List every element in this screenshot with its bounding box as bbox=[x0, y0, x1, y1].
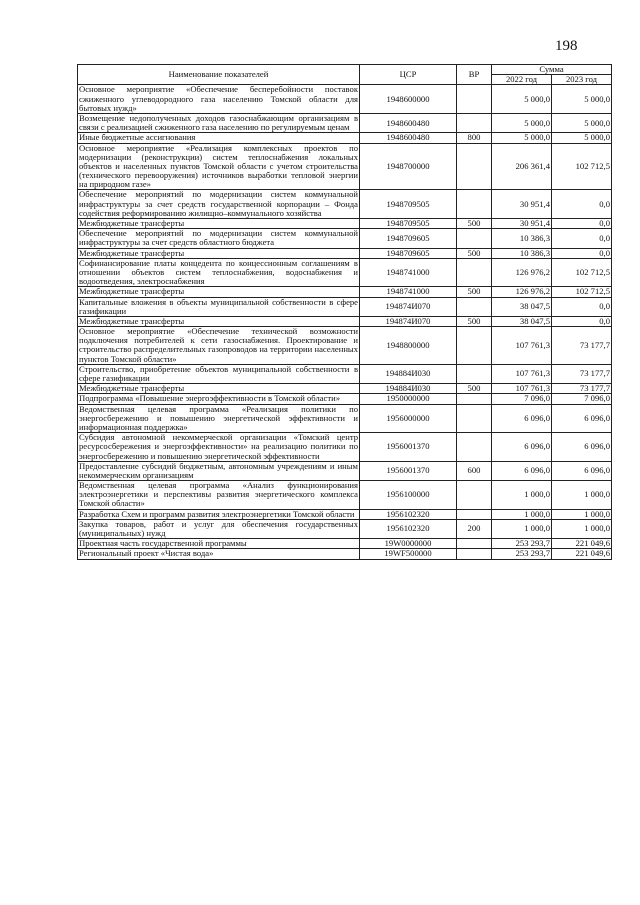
row-code: 1948709505 bbox=[360, 190, 457, 219]
row-vr bbox=[457, 190, 492, 219]
row-sum-2023: 1 000,0 bbox=[552, 509, 612, 519]
row-vr: 800 bbox=[457, 133, 492, 143]
row-vr bbox=[457, 143, 492, 190]
row-sum-2022: 6 096,0 bbox=[492, 404, 552, 433]
row-vr bbox=[457, 327, 492, 365]
row-vr bbox=[457, 539, 492, 549]
table-row bbox=[78, 364, 612, 383]
row-code: 194874И070 bbox=[360, 297, 457, 316]
row-name: Основное мероприятие «Обеспечение бесперебойности поставок сжиженного углеводородного газа населению Томской области для бытовых нужд» bbox=[79, 84, 358, 113]
header-sum: Сумма bbox=[492, 65, 612, 75]
row-sum-2023: 5 000,0 bbox=[552, 85, 612, 114]
row-sum-2022: 107 761,3 bbox=[492, 364, 552, 383]
row-code: 1948600480 bbox=[360, 133, 457, 143]
table-row bbox=[78, 481, 612, 510]
row-sum-2022: 38 047,5 bbox=[492, 297, 552, 316]
row-code: 1948709505 bbox=[360, 219, 457, 229]
row-sum-2022: 253 293,7 bbox=[492, 549, 552, 559]
table-row bbox=[78, 316, 612, 326]
row-vr bbox=[457, 394, 492, 404]
row-sum-2022: 6 096,0 bbox=[492, 461, 552, 480]
row-sum-2023: 102 712,5 bbox=[552, 143, 612, 190]
row-name: Ведомственная целевая программа «Реализация политики по энергосбережению и повышению энергетической эффективности и информационная поддержка» bbox=[79, 403, 358, 432]
row-code: 194874И070 bbox=[360, 316, 457, 326]
row-sum-2023: 221 049,6 bbox=[552, 549, 612, 559]
row-vr bbox=[457, 258, 492, 287]
table-row bbox=[78, 219, 612, 229]
row-sum-2023: 73 177,7 bbox=[552, 384, 612, 394]
row-name: Строительство, приобретение объектов муниципальной собственности в сфере газификации bbox=[79, 363, 358, 383]
row-sum-2023: 1 000,0 bbox=[552, 481, 612, 510]
header-name: Наименование показателей bbox=[78, 65, 360, 85]
row-name: Межбюджетные трансферты bbox=[78, 287, 360, 297]
row-vr bbox=[457, 364, 492, 383]
row-sum-2023: 73 177,7 bbox=[552, 327, 612, 365]
row-name: Закупка товаров, работ и услуг для обеспечения государственных (муниципальных) нужд bbox=[79, 518, 358, 538]
row-code: 19W0000000 bbox=[360, 539, 457, 549]
row-name: Основное мероприятие «Обеспечение технической возможности подключения потребителей к сети газоснабжения. Проектирование и строительство распределительных газопроводов на территории населенных пунктов Томской области» bbox=[79, 326, 358, 364]
row-vr bbox=[457, 404, 492, 433]
table-row bbox=[78, 394, 612, 404]
row-code: 1948709605 bbox=[360, 229, 457, 248]
page-number: 198 bbox=[555, 38, 578, 54]
row-code: 1956100000 bbox=[360, 481, 457, 510]
row-vr: 500 bbox=[457, 384, 492, 394]
table-row bbox=[78, 297, 612, 316]
row-name: Межбюджетные трансферты bbox=[78, 219, 360, 229]
row-vr: 500 bbox=[457, 316, 492, 326]
row-name: Обеспечение мероприятий по модернизации систем коммунальной инфраструктуры за счет средств областного бюджета bbox=[79, 228, 358, 248]
row-code: 1948709605 bbox=[360, 248, 457, 258]
table-row bbox=[78, 287, 612, 297]
table-row bbox=[78, 384, 612, 394]
row-sum-2022: 10 386,3 bbox=[492, 229, 552, 248]
row-vr bbox=[457, 297, 492, 316]
table-row bbox=[78, 258, 612, 287]
row-name: Межбюджетные трансферты bbox=[78, 384, 360, 394]
row-code: 1948700000 bbox=[360, 143, 457, 190]
row-name: Ведомственная целевая программа «Анализ функционирования электроэнергетики и перспективы развития энергетического комплекса Томской области» bbox=[79, 480, 358, 509]
row-sum-2023: 1 000,0 bbox=[552, 519, 612, 538]
row-code: 1956102320 bbox=[360, 519, 457, 538]
row-vr: 500 bbox=[457, 219, 492, 229]
row-sum-2022: 5 000,0 bbox=[492, 133, 552, 143]
row-sum-2023: 6 096,0 bbox=[552, 404, 612, 433]
row-sum-2022: 126 976,2 bbox=[492, 287, 552, 297]
table-row bbox=[78, 539, 612, 549]
row-name: Субсидия автономной некоммерческой организации «Томский центр ресурсосбережения и энергоэффективности» на реализацию политики по энергосбережению и повышению энергетической эффективности bbox=[79, 432, 358, 461]
row-code: 1948741000 bbox=[360, 287, 457, 297]
table-row bbox=[78, 133, 612, 143]
table-row bbox=[78, 229, 612, 248]
row-code: 194884И030 bbox=[360, 384, 457, 394]
row-vr bbox=[457, 433, 492, 462]
row-sum-2023: 5 000,0 bbox=[552, 133, 612, 143]
row-code: 1956001370 bbox=[360, 433, 457, 462]
row-vr: 500 bbox=[457, 248, 492, 258]
row-code: 1948741000 bbox=[360, 258, 457, 287]
row-name: Разработка Схем и программ развития электроэнергетики Томской области bbox=[78, 509, 360, 519]
row-code: 19WF500000 bbox=[360, 549, 457, 559]
row-vr: 600 bbox=[457, 461, 492, 480]
header-code: ЦСР bbox=[360, 65, 457, 85]
table-row bbox=[78, 519, 612, 538]
row-name: Возмещение недополученных доходов газоснабжающим организациям в связи с реализацией сжиженного газа населению по регулируемым ценам bbox=[79, 112, 358, 133]
row-name: Подпрограмма «Повышение энергоэффективности в Томской области» bbox=[78, 394, 360, 404]
row-name: Предоставление субсидий бюджетным, автономным учреждениям и иным некоммерческим организациям bbox=[79, 460, 358, 480]
budget-table bbox=[77, 64, 612, 560]
row-vr bbox=[457, 481, 492, 510]
row-sum-2023: 6 096,0 bbox=[552, 461, 612, 480]
table-row bbox=[78, 85, 612, 114]
table-row bbox=[78, 549, 612, 559]
row-sum-2023: 0,0 bbox=[552, 316, 612, 326]
row-name: Региональный проект «Чистая вода» bbox=[78, 549, 360, 559]
table-row bbox=[78, 433, 612, 462]
row-sum-2022: 1 000,0 bbox=[492, 509, 552, 519]
row-sum-2022: 107 761,3 bbox=[492, 384, 552, 394]
row-sum-2022: 107 761,3 bbox=[492, 327, 552, 365]
table-body bbox=[78, 85, 612, 559]
row-sum-2023: 0,0 bbox=[552, 248, 612, 258]
row-sum-2023: 0,0 bbox=[552, 229, 612, 248]
table-row bbox=[78, 509, 612, 519]
row-name: Капитальные вложения в объекты муниципальной собственности в сфере газификации bbox=[79, 296, 358, 316]
row-sum-2022: 126 976,2 bbox=[492, 258, 552, 287]
row-name: Межбюджетные трансферты bbox=[78, 248, 360, 258]
row-sum-2023: 0,0 bbox=[552, 219, 612, 229]
row-name: Межбюджетные трансферты bbox=[78, 316, 360, 326]
row-sum-2023: 7 096,0 bbox=[552, 394, 612, 404]
row-code: 194884И030 bbox=[360, 364, 457, 383]
row-sum-2022: 10 386,3 bbox=[492, 248, 552, 258]
header-year-2022: 2022 год bbox=[492, 75, 552, 85]
row-vr: 500 bbox=[457, 287, 492, 297]
row-code: 1948600000 bbox=[360, 85, 457, 114]
table-row bbox=[78, 190, 612, 219]
row-vr bbox=[457, 113, 492, 132]
row-vr bbox=[457, 229, 492, 248]
table-row bbox=[78, 113, 612, 132]
row-sum-2022: 5 000,0 bbox=[492, 85, 552, 114]
row-vr: 200 bbox=[457, 519, 492, 538]
row-sum-2022: 1 000,0 bbox=[492, 519, 552, 538]
row-name: Проектная часть государственной программы bbox=[78, 539, 360, 549]
row-sum-2023: 0,0 bbox=[552, 190, 612, 219]
table-row bbox=[78, 143, 612, 190]
row-sum-2022: 5 000,0 bbox=[492, 113, 552, 132]
row-sum-2023: 221 049,6 bbox=[552, 539, 612, 549]
table-row bbox=[78, 404, 612, 433]
row-sum-2023: 0,0 bbox=[552, 297, 612, 316]
header-vr: ВР bbox=[457, 65, 492, 85]
row-code: 1948600480 bbox=[360, 113, 457, 132]
row-vr bbox=[457, 85, 492, 114]
row-sum-2023: 5 000,0 bbox=[552, 113, 612, 132]
row-sum-2023: 6 096,0 bbox=[552, 433, 612, 462]
row-sum-2022: 253 293,7 bbox=[492, 539, 552, 549]
row-code: 1956000000 bbox=[360, 404, 457, 433]
row-sum-2023: 73 177,7 bbox=[552, 364, 612, 383]
header-year-2023: 2023 год bbox=[552, 75, 612, 85]
row-vr bbox=[457, 549, 492, 559]
row-sum-2022: 206 361,4 bbox=[492, 143, 552, 190]
row-code: 1950000000 bbox=[360, 394, 457, 404]
row-code: 1956001370 bbox=[360, 461, 457, 480]
row-name: Иные бюджетные ассигнования bbox=[78, 133, 360, 143]
row-sum-2023: 102 712,5 bbox=[552, 287, 612, 297]
table-row bbox=[78, 461, 612, 480]
row-sum-2022: 30 951,4 bbox=[492, 219, 552, 229]
row-sum-2022: 30 951,4 bbox=[492, 190, 552, 219]
row-name: Обеспечение мероприятий по модернизации систем коммунальной инфраструктуры за счет средств государственной корпорации – Фонда содействия реформированию жилищно–коммунального хозяйства bbox=[79, 189, 358, 218]
row-name: Софинансирование платы концедента по концессионным соглашениям в отношении объектов систем теплоснабжения, водоснабжения и водоотведения, электроснабжения bbox=[79, 257, 358, 287]
row-sum-2022: 7 096,0 bbox=[492, 394, 552, 404]
table-row bbox=[78, 327, 612, 365]
row-sum-2022: 6 096,0 bbox=[492, 433, 552, 462]
row-sum-2022: 38 047,5 bbox=[492, 316, 552, 326]
row-name: Основное мероприятие «Реализация комплексных проектов по модернизации (реконструкции) систем теплоснабжения локальных объектов и населенных пунктов Томской области с учетом строительства (технического перевооружения) источников выработки тепловой энергии на природном газе» bbox=[79, 142, 358, 190]
row-code: 1948800000 bbox=[360, 327, 457, 365]
row-sum-2022: 1 000,0 bbox=[492, 481, 552, 510]
row-sum-2023: 102 712,5 bbox=[552, 258, 612, 287]
row-vr bbox=[457, 509, 492, 519]
table-row bbox=[78, 248, 612, 258]
row-code: 1956102320 bbox=[360, 509, 457, 519]
